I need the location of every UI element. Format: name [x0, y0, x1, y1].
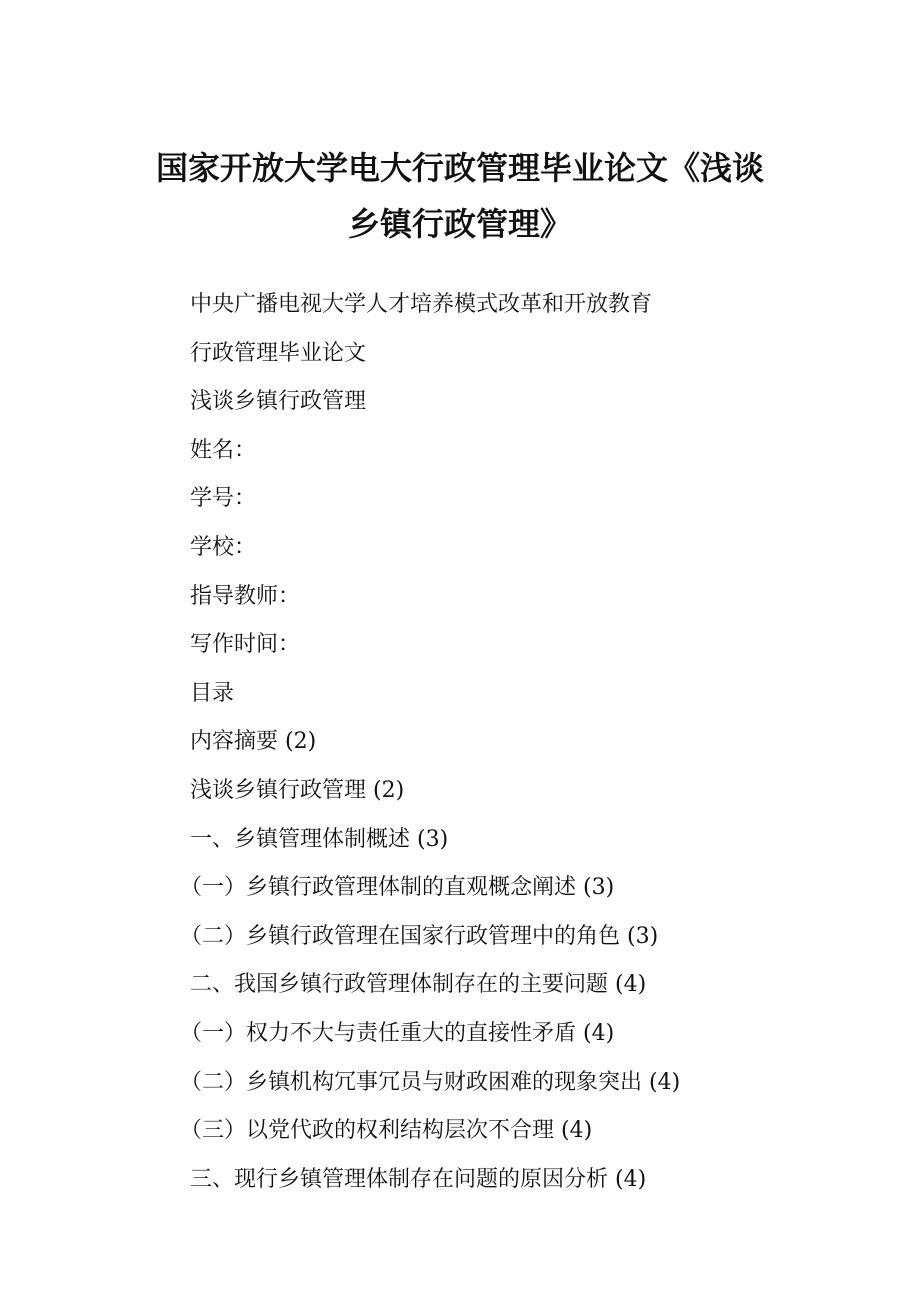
document-title	[120, 140, 800, 252]
thesis-type-line: 行政管理毕业论文	[190, 340, 367, 366]
student-id-field-label: 学号：	[190, 486, 257, 512]
title-line-2: 乡镇行政管理》	[347, 205, 572, 243]
thesis-topic-line: 浅谈乡镇行政管理	[190, 389, 367, 415]
toc-item: 二、我国乡镇行政管理体制存在的主要问题 (4)	[190, 972, 647, 998]
toc-subitem: （二）乡镇行政管理在国家行政管理中的角色 (3)	[180, 923, 659, 949]
name-field-label: 姓名：	[190, 437, 257, 463]
document-body	[180, 281, 850, 1204]
toc-subitem: （二）乡镇机构冗事冗员与财政困难的现象突出 (4)	[180, 1069, 681, 1095]
title-line-1: 国家开放大学电大行政管理毕业论文《浅谈	[155, 149, 764, 187]
advisor-field-label: 指导教师：	[190, 583, 301, 609]
toc-item: 三、现行乡镇管理体制存在问题的原因分析 (4)	[190, 1166, 647, 1192]
subtitle-line: 中央广播电视大学人才培养模式改革和开放教育	[190, 292, 653, 317]
toc-subitem: （三）以党代政的权利结构层次不合理 (4)	[180, 1118, 593, 1144]
toc-subitem: （一）乡镇行政管理体制的直观概念阐述 (3)	[180, 875, 615, 901]
toc-item: 浅谈乡镇行政管理 (2)	[190, 777, 405, 803]
toc-subitem: （一）权力不大与责任重大的直接性矛盾 (4)	[180, 1020, 615, 1046]
toc-item: 内容摘要 (2)	[190, 729, 317, 755]
toc-heading: 目录	[190, 680, 235, 706]
school-field-label: 学校：	[190, 534, 257, 560]
toc-item: 一、乡镇管理体制概述 (3)	[190, 826, 449, 852]
writing-time-field-label: 写作时间：	[190, 632, 301, 658]
